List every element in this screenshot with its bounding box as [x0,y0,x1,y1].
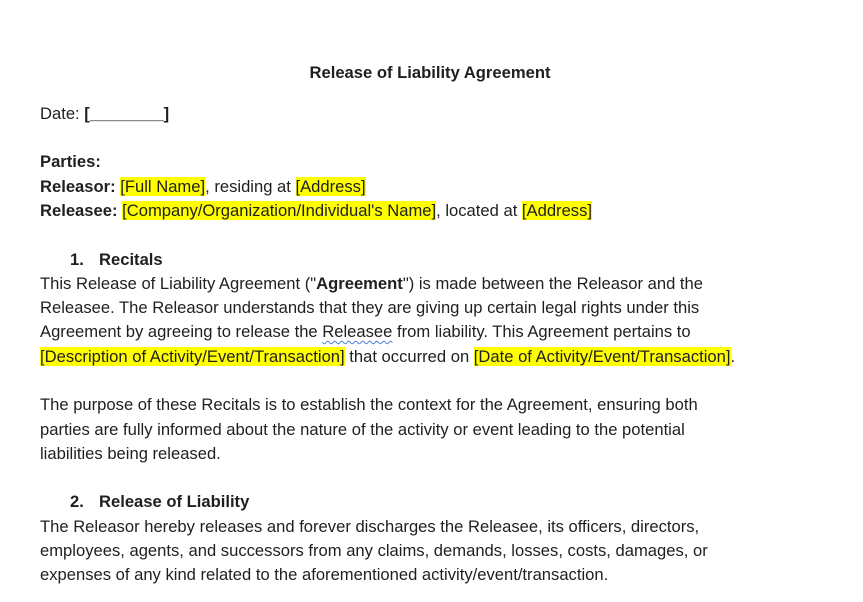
section-1-title: Recitals [99,250,163,269]
recitals-text: ") is made between the Releasor and the [402,274,703,293]
releasee-address-placeholder: [Address] [521,201,593,220]
section-1-heading [70,248,163,272]
recitals-text: . [730,347,736,366]
recitals-p1-line-2: Releasee. The Releasor understands that they are giving up certain legal rights under this [40,298,700,317]
activity-date-placeholder: [Date of Activity/Event/Transaction] [473,347,731,366]
releasor-line [40,175,366,199]
section-1-number: 1. [70,250,84,269]
date-value: [________] [84,104,170,123]
releasee-label: Releasee: [40,201,118,220]
parties-label: Parties: [40,152,101,171]
recitals-p1-line-4 [40,345,735,369]
recitals-p2-line-3: liabilities being released. [40,444,221,463]
releasor-mid-text: , residing at [205,177,296,196]
recitals-text: Agreement by agreeing to release the [40,322,323,341]
activity-description-placeholder: [Description of Activity/Event/Transaction] [40,347,345,366]
releasor-label: Releasor: [40,177,116,196]
release-p1-line-3: expenses of any kind related to the aforementioned activity/event/transaction. [40,565,609,584]
document-title: Release of Liability Agreement [309,63,551,82]
release-p1-line-2: employees, agents, and successors from any claims, demands, losses, costs, damages, or [40,541,708,560]
recitals-p1-line-3 [40,320,691,344]
section-2-number: 2. [70,492,84,511]
recitals-p2-line-1: The purpose of these Recitals is to establish the context for the Agreement, ensuring both [40,395,698,414]
spellcheck-word[interactable]: Releasee [322,322,393,341]
section-2-heading [70,490,249,514]
agreement-term: Agreement [316,274,403,293]
releasee-mid-text: , located at [436,201,522,220]
releasor-name-placeholder: [Full Name] [120,177,206,196]
date-label: Date: [40,104,80,123]
releasee-name-placeholder: [Company/Organization/Individual's Name] [122,201,437,220]
recitals-text: This Release of Liability Agreement (" [40,274,317,293]
recitals-p2-line-2: parties are fully informed about the nature of the activity or event leading to the potential [40,420,685,439]
recitals-p1-line-1 [40,272,703,296]
releasor-address-placeholder: [Address] [295,177,366,196]
recitals-text: from liability. This Agreement pertains to [392,322,691,341]
section-2-title: Release of Liability [99,492,250,511]
recitals-text: that occurred on [344,347,474,366]
release-p1-line-1: The Releasor hereby releases and forever discharges the Releasee, its officers, directors, [40,517,700,536]
date-line [40,102,169,126]
releasee-line [40,199,592,223]
